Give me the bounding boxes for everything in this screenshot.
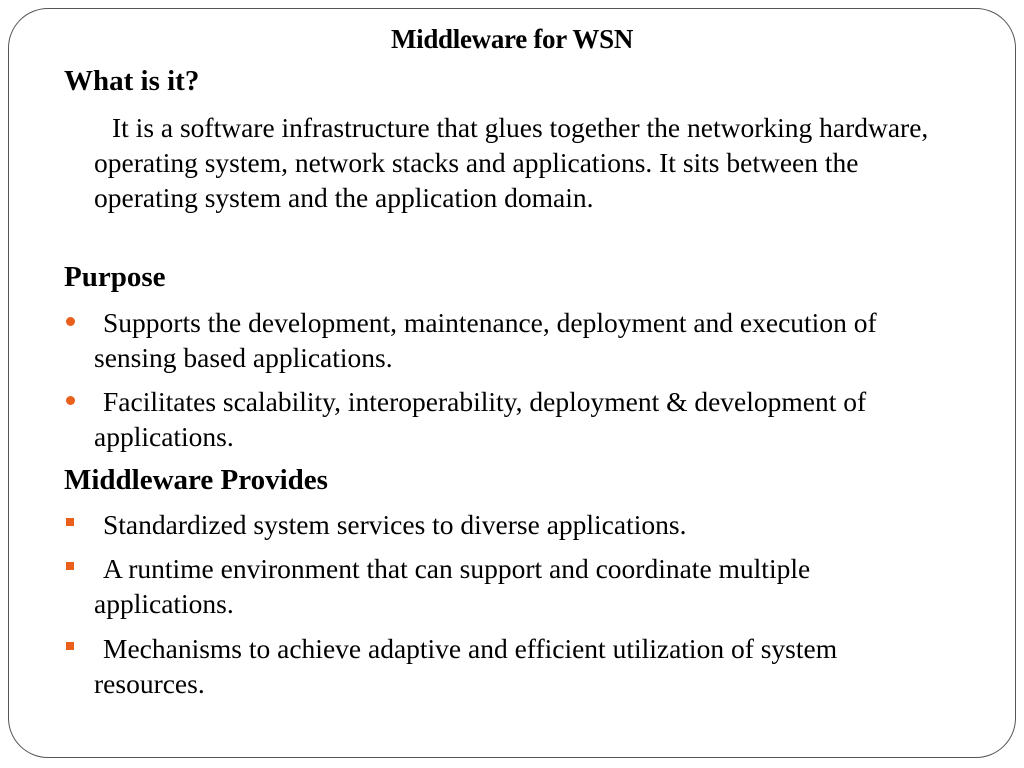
round-bullet-icon xyxy=(66,317,75,326)
slide-title: Middleware for WSN xyxy=(390,24,634,54)
what-is-it-paragraph xyxy=(94,110,954,215)
what-is-it-text: It is a software infrastructure that glues together the networking hardware, operating system, network stacks and applications. It sits between the operating system and the application domain. xyxy=(94,112,929,213)
square-bullet-icon xyxy=(66,562,74,570)
purpose-item: Facilitates scalability, interoperability, deployment & development of applications. xyxy=(94,386,867,452)
heading-middleware-provides: Middleware Provides xyxy=(64,464,328,496)
square-bullet-icon xyxy=(66,642,74,650)
round-bullet-icon xyxy=(66,396,75,405)
provides-item: Mechanisms to achieve adaptive and efficient utilization of system resources. xyxy=(94,633,838,699)
square-bullet-icon xyxy=(66,518,74,526)
purpose-item: Supports the development, maintenance, deployment and execution of sensing based applications. xyxy=(94,307,877,373)
provides-item: A runtime environment that can support and coordinate multiple applications. xyxy=(94,553,811,619)
heading-purpose: Purpose xyxy=(64,261,166,293)
provides-item: Standardized system services to diverse applications. xyxy=(103,509,687,540)
heading-what-is-it: What is it? xyxy=(64,65,200,97)
